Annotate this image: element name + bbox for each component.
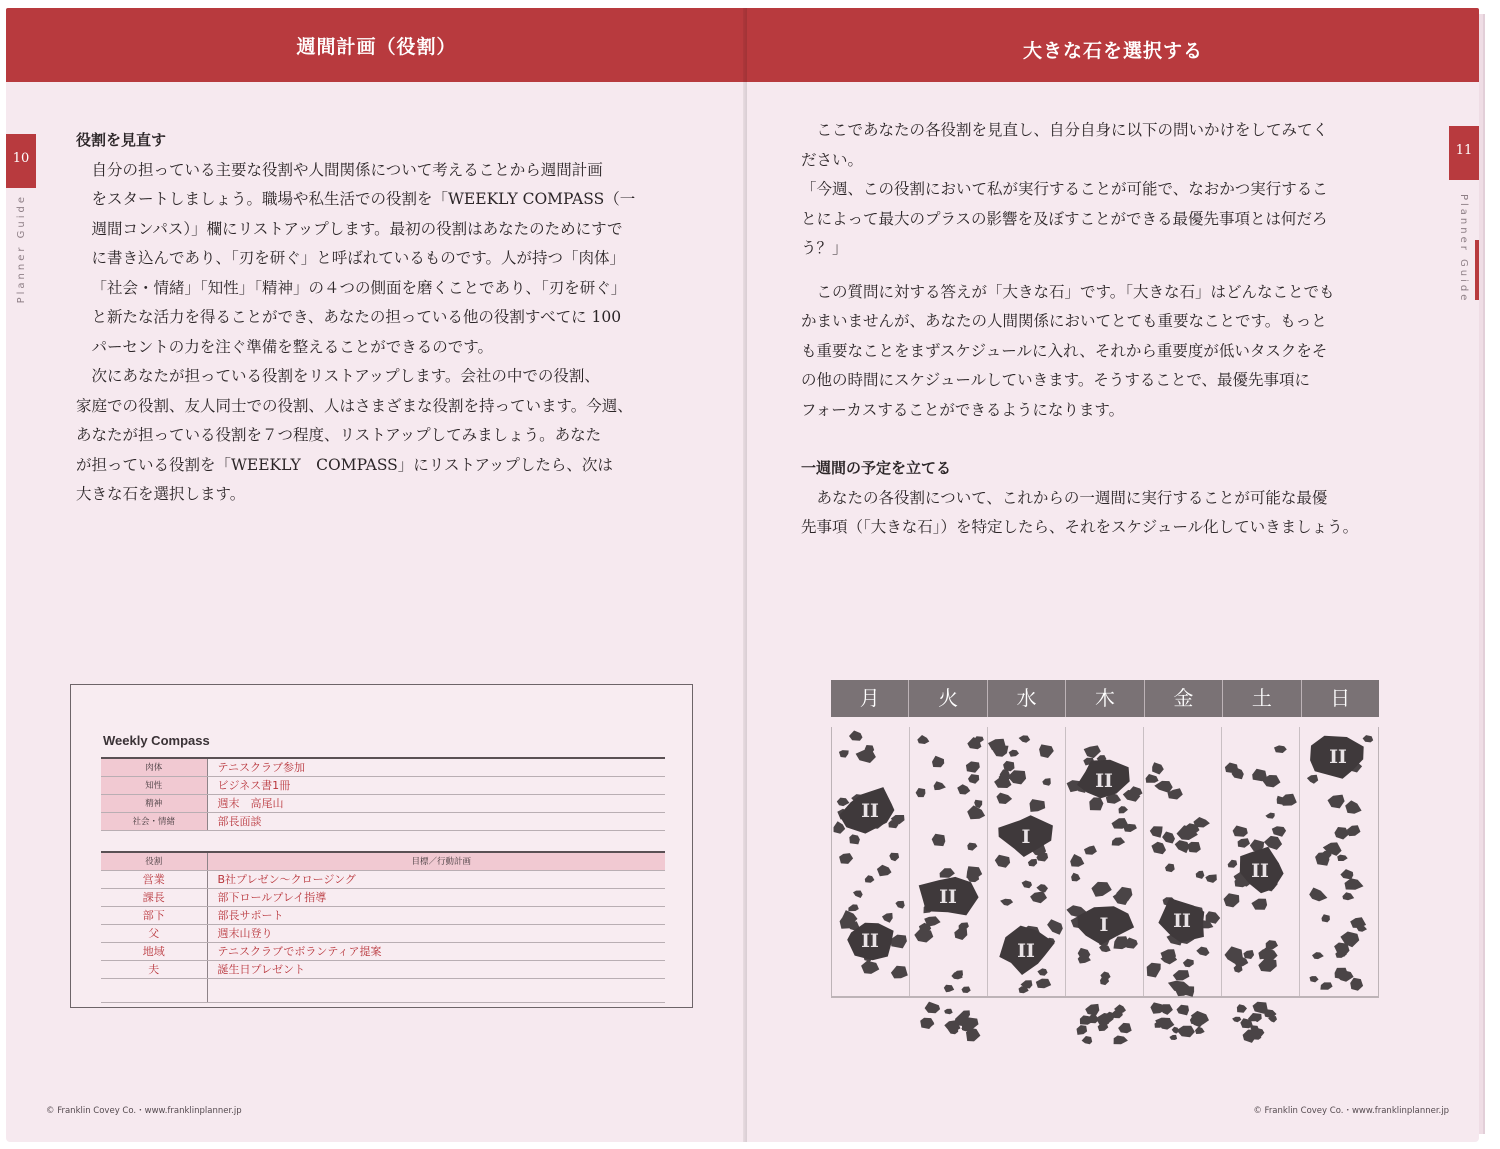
row-label: 精神 bbox=[101, 794, 207, 812]
pebble bbox=[1039, 744, 1054, 758]
pebble bbox=[1084, 745, 1101, 758]
role-goal: 週末山登り bbox=[207, 924, 665, 942]
pebble bbox=[1028, 859, 1037, 867]
day-label-tue: 火 bbox=[909, 680, 987, 717]
row-value: テニスクラブ参加 bbox=[207, 758, 665, 776]
text-line: あなたが担っている役割を７つ程度、リストアップしてみましょう。あなた bbox=[76, 426, 602, 444]
pebble bbox=[1036, 979, 1051, 989]
pebble bbox=[1151, 842, 1166, 855]
overflow-pebble bbox=[1177, 1005, 1190, 1016]
pebble bbox=[837, 798, 850, 807]
text-line: フォーカスすることができるようになります。 bbox=[801, 400, 1125, 419]
pebble bbox=[966, 866, 982, 880]
pebble bbox=[1238, 838, 1250, 848]
pebble bbox=[839, 750, 849, 758]
pebble bbox=[1312, 952, 1324, 959]
pebble bbox=[940, 868, 955, 878]
big-rock-label: II bbox=[1095, 770, 1113, 792]
pebble bbox=[889, 853, 899, 862]
right-footer-copyright: © Franklin Covey Co.・www.franklinplanner.jp bbox=[1253, 1106, 1449, 1116]
pebble bbox=[966, 761, 980, 772]
pebble bbox=[1042, 778, 1051, 786]
day-label-wed: 水 bbox=[988, 680, 1066, 717]
big-rock-label: II bbox=[1251, 860, 1269, 882]
text-line: あなたの各役割について、これからの一週間に実行することが可能な最優 bbox=[816, 488, 1328, 507]
overflow-pebble bbox=[1169, 1035, 1177, 1040]
overflow-pebble bbox=[1237, 1004, 1247, 1013]
right-paragraph-3 bbox=[801, 484, 1413, 543]
text-line: 次にあなたが担っている役割をリストアップします。会社の中での役割、 bbox=[91, 367, 600, 385]
pebble bbox=[1152, 762, 1164, 774]
right-page-number: 11 bbox=[1449, 126, 1479, 180]
section-heading-roles: 役割を見直す bbox=[76, 131, 167, 149]
row-value: 週末 高尾山 bbox=[207, 794, 665, 812]
role-label: 夫 bbox=[101, 960, 207, 978]
big-rock-label: II bbox=[1329, 746, 1347, 768]
right-side-label: Planner Guide bbox=[1458, 194, 1469, 304]
text-line: に書き込んであり、「刃を研ぐ」と呼ばれているものです。人が持つ「肉体」 bbox=[91, 249, 626, 267]
left-body-text bbox=[76, 126, 716, 510]
pebble bbox=[1309, 888, 1327, 902]
pebble bbox=[1173, 970, 1190, 980]
text-line: ここであなたの各役割を見直し、自分自身に以下の問いかけをしてみてく bbox=[816, 121, 1329, 139]
table-row bbox=[101, 776, 665, 794]
pebble bbox=[968, 774, 979, 784]
right-page bbox=[747, 8, 1479, 1142]
pebble bbox=[1345, 878, 1364, 890]
pebble bbox=[1089, 797, 1103, 810]
pebble bbox=[1328, 795, 1345, 809]
pebble bbox=[1187, 842, 1201, 853]
pebble bbox=[1000, 899, 1013, 906]
overflow-pebble bbox=[1082, 1036, 1093, 1044]
overflow-pebble bbox=[1077, 1025, 1088, 1035]
section-heading-week-plan: 一週間の予定を立てる bbox=[801, 459, 952, 477]
pebble bbox=[1334, 827, 1349, 840]
pebble bbox=[839, 853, 853, 864]
pebble bbox=[1243, 950, 1254, 959]
big-rock bbox=[1310, 736, 1364, 779]
row-value: ビジネス書1冊 bbox=[207, 776, 665, 794]
pebble bbox=[891, 935, 907, 949]
role-label: 営業 bbox=[101, 870, 207, 888]
role-goal: B社プレゼン〜クロージング bbox=[207, 870, 665, 888]
table-row bbox=[101, 924, 665, 942]
text-line: 先事項（「大きな石」）を特定したら、それをスケジュール化していきましょう。 bbox=[801, 518, 1359, 536]
spacer bbox=[801, 425, 1413, 454]
pebble bbox=[1112, 837, 1125, 845]
text-line: も重要なことをまずスケジュールに入れ、それから重要度が低いタスクをそ bbox=[801, 341, 1328, 360]
pebble bbox=[1233, 826, 1248, 837]
role-goal: 誕生日プレゼント bbox=[207, 960, 665, 978]
weekly-compass-title: Weekly Compass bbox=[103, 733, 210, 748]
big-rocks-illustration bbox=[831, 680, 1379, 1060]
pebble bbox=[1147, 963, 1161, 978]
text-line: とによって最大のプラスの影響を及ぼすことができる最優先事項とは何だろ bbox=[801, 209, 1328, 228]
pebble bbox=[853, 891, 863, 899]
weekly-compass-example bbox=[70, 684, 693, 1008]
rocks-svg bbox=[831, 680, 1379, 1060]
spacer bbox=[801, 264, 1413, 278]
pebble bbox=[1099, 944, 1111, 952]
role-label: 父 bbox=[101, 924, 207, 942]
overflow-pebble bbox=[925, 1002, 941, 1014]
overflow-pebble bbox=[1177, 1026, 1195, 1038]
text-line: 大きな石を選択します。 bbox=[76, 485, 246, 503]
pebble bbox=[916, 788, 926, 797]
text-line: 週間コンパス）」欄にリストアップします。最初の役割はあなたのためにすで bbox=[91, 219, 623, 238]
day-label-mon: 月 bbox=[831, 680, 909, 717]
pebble bbox=[1320, 982, 1332, 989]
pebble bbox=[1146, 774, 1159, 783]
text-line: の他の時間にスケジュールしていきます。そうすることで、最優先事項に bbox=[801, 371, 1311, 389]
text-line: 「今週、この役割において私が実行することが可能で、なおかつ実行するこ bbox=[801, 180, 1328, 198]
table-row-empty bbox=[101, 978, 665, 1002]
pebble bbox=[856, 750, 876, 763]
left-page-number: 10 bbox=[6, 134, 36, 188]
pebble bbox=[1162, 832, 1175, 844]
row-value: 部長面談 bbox=[207, 812, 665, 830]
role-label: 課長 bbox=[101, 888, 207, 906]
pebble bbox=[1350, 978, 1363, 991]
pebble bbox=[957, 784, 970, 794]
pebble bbox=[1037, 968, 1047, 975]
pebble bbox=[1258, 959, 1277, 972]
pebble bbox=[1265, 813, 1274, 819]
big-rock bbox=[919, 877, 979, 916]
day-label-fri: 金 bbox=[1145, 680, 1223, 717]
pebble bbox=[1091, 882, 1111, 897]
left-footer-copyright: © Franklin Covey Co.・www.franklinplanner.jp bbox=[46, 1106, 242, 1116]
pebble bbox=[967, 843, 977, 851]
pebble bbox=[1196, 947, 1209, 956]
pebble bbox=[865, 875, 875, 883]
role-goal: テニスクラブでボランティア提案 bbox=[207, 942, 665, 960]
pebble bbox=[1228, 860, 1238, 868]
big-rock bbox=[999, 926, 1055, 975]
overflow-pebble bbox=[1243, 1030, 1257, 1043]
table-row bbox=[101, 758, 665, 776]
text-line: う？」 bbox=[801, 239, 848, 257]
pebble bbox=[882, 913, 893, 923]
day-label-sun: 日 bbox=[1330, 686, 1351, 710]
left-paragraph-2 bbox=[76, 362, 716, 510]
row-label: 肉体 bbox=[101, 758, 207, 776]
overflow-pebble bbox=[1195, 1027, 1205, 1034]
pebble bbox=[1342, 892, 1354, 900]
page-stack-edge bbox=[1479, 14, 1485, 1134]
pebble bbox=[1224, 893, 1240, 907]
pebble bbox=[895, 901, 904, 909]
left-page-title: 週間計画（役割） bbox=[296, 36, 457, 58]
pebble bbox=[932, 834, 946, 846]
day-label-thu: 木 bbox=[1066, 680, 1144, 717]
pebble bbox=[962, 987, 971, 994]
day-label-sat: 土 bbox=[1223, 680, 1301, 717]
pebble bbox=[1266, 940, 1278, 950]
pebble bbox=[1347, 825, 1361, 836]
text-line: をスタートしましょう。職場や私生活での役割を「WEEKLY COMPASS（一 bbox=[91, 190, 636, 208]
pebble bbox=[934, 781, 946, 790]
pebble bbox=[996, 793, 1012, 804]
pebble bbox=[1340, 869, 1353, 879]
pebble bbox=[848, 904, 858, 911]
big-rock-label: II bbox=[939, 886, 957, 908]
right-paragraph-2 bbox=[801, 278, 1413, 426]
table-row bbox=[101, 794, 665, 812]
pebble bbox=[877, 865, 892, 877]
text-line: ださい。 bbox=[801, 150, 864, 169]
pebble bbox=[1030, 799, 1046, 812]
pebble bbox=[861, 961, 879, 974]
pebble bbox=[1175, 840, 1190, 853]
text-line: この質問に対する答えが「大きな石」です。「大きな石」はどんなことでも bbox=[816, 282, 1335, 301]
sharpen-saw-table bbox=[101, 757, 665, 831]
pebble bbox=[1150, 826, 1163, 838]
role-label: 地域 bbox=[101, 942, 207, 960]
overflow-pebble bbox=[944, 1009, 953, 1015]
right-page-title: 大きな石を選択する bbox=[1022, 40, 1203, 62]
row-label: 知性 bbox=[101, 776, 207, 794]
pebble bbox=[1322, 914, 1330, 922]
pebble bbox=[1070, 854, 1084, 867]
right-paragraph-1 bbox=[801, 116, 1413, 264]
pebble bbox=[834, 821, 846, 834]
big-rock bbox=[839, 787, 894, 834]
table-row bbox=[101, 906, 665, 924]
pebble bbox=[1337, 855, 1348, 861]
pebble bbox=[1205, 874, 1217, 883]
role-goal: 部下ロールプレイ指導 bbox=[207, 888, 665, 906]
pebble bbox=[1154, 781, 1172, 793]
pebble bbox=[944, 985, 954, 993]
pebble bbox=[1307, 775, 1318, 784]
overflow-pebble bbox=[1089, 1014, 1100, 1024]
big-rock-label: II bbox=[861, 930, 879, 952]
pebble bbox=[1030, 891, 1047, 903]
role-goal: 部長サポート bbox=[207, 906, 665, 924]
table-header-row bbox=[101, 852, 665, 870]
text-line: 「社会・情緒」「知性」「精神」の４つの側面を磨くことであり、「刃を研ぐ」 bbox=[91, 278, 627, 297]
role-goal-empty bbox=[207, 978, 665, 1002]
roles-goals-table bbox=[101, 851, 665, 1003]
pebble bbox=[1280, 794, 1297, 806]
pebble bbox=[1251, 899, 1267, 910]
pebble bbox=[1310, 976, 1319, 982]
text-line: が担っている役割を「WEEKLY COMPASS」にリストアップしたら、次は bbox=[76, 455, 613, 474]
pebble bbox=[1022, 880, 1032, 888]
pebble bbox=[1113, 891, 1129, 905]
table-row bbox=[101, 942, 665, 960]
left-page-header bbox=[6, 8, 747, 82]
overflow-pebble bbox=[1232, 1017, 1241, 1023]
pebble bbox=[1129, 786, 1142, 796]
left-paragraph-1 bbox=[76, 156, 716, 363]
overflow-pebble bbox=[1118, 1023, 1132, 1033]
pebble bbox=[1036, 884, 1048, 892]
text-line: 自分の担っている主要な役割や人間関係について考えることから週間計画 bbox=[91, 160, 603, 179]
big-rock-label: II bbox=[1173, 910, 1191, 932]
pebble bbox=[1071, 873, 1080, 882]
right-page-header bbox=[747, 8, 1479, 82]
pebble bbox=[967, 805, 985, 819]
pebble bbox=[932, 756, 944, 768]
pebble bbox=[1084, 846, 1097, 855]
overflow-pebble bbox=[1085, 1004, 1099, 1016]
right-body-text bbox=[801, 116, 1413, 543]
column-header-goal: 目標／行動計画 bbox=[207, 852, 665, 870]
overflow-pebble bbox=[1114, 1036, 1128, 1045]
overflow-pebble bbox=[1172, 1027, 1180, 1034]
row-label: 社会・情緒 bbox=[101, 812, 207, 830]
pebble bbox=[1345, 800, 1361, 813]
pebble bbox=[1363, 735, 1374, 742]
pebble bbox=[1193, 817, 1210, 828]
pebble bbox=[917, 735, 929, 744]
pebble bbox=[1047, 919, 1063, 935]
pebble bbox=[995, 855, 1010, 868]
big-rock-label: II bbox=[1017, 940, 1035, 962]
table-row bbox=[101, 870, 665, 888]
table-row bbox=[101, 812, 665, 830]
pebble bbox=[1119, 806, 1129, 813]
pebble bbox=[849, 731, 863, 741]
big-rock-label: I bbox=[1099, 914, 1109, 936]
text-line: 家庭での役割、友人同士での役割、人はさまざまな役割を持っています。今週、 bbox=[76, 396, 633, 415]
pebble bbox=[1196, 871, 1205, 879]
pebble bbox=[951, 972, 962, 979]
pebble bbox=[1315, 852, 1329, 866]
pebble bbox=[888, 820, 898, 828]
column-header-role: 役割 bbox=[101, 852, 207, 870]
overflow-pebble bbox=[1161, 1004, 1173, 1015]
text-line: パーセントの力を注ぐ準備を整えることができるのです。 bbox=[91, 337, 493, 356]
pebble bbox=[1272, 826, 1286, 837]
table-row bbox=[101, 960, 665, 978]
pebble bbox=[1009, 750, 1019, 757]
role-label: 部下 bbox=[101, 906, 207, 924]
pebble bbox=[1165, 864, 1175, 873]
pebble bbox=[1274, 745, 1287, 753]
text-line: と新たな活力を得ることができ、あなたの担っている他の役割すべてに 100 bbox=[91, 308, 622, 326]
pebble bbox=[891, 966, 908, 979]
left-page bbox=[6, 8, 747, 1142]
table-row bbox=[101, 888, 665, 906]
text-line: かまいませんが、あなたの人間関係においてとても重要なことです。もっと bbox=[801, 312, 1327, 330]
big-rock-label: I bbox=[1021, 826, 1031, 848]
role-label-empty bbox=[101, 978, 207, 1002]
pebble bbox=[849, 834, 860, 844]
big-rock-label: II bbox=[861, 800, 879, 822]
pebble bbox=[1008, 770, 1026, 784]
pebble bbox=[1183, 959, 1194, 967]
pebble bbox=[1019, 735, 1031, 742]
left-side-label: Planner Guide bbox=[16, 194, 27, 304]
